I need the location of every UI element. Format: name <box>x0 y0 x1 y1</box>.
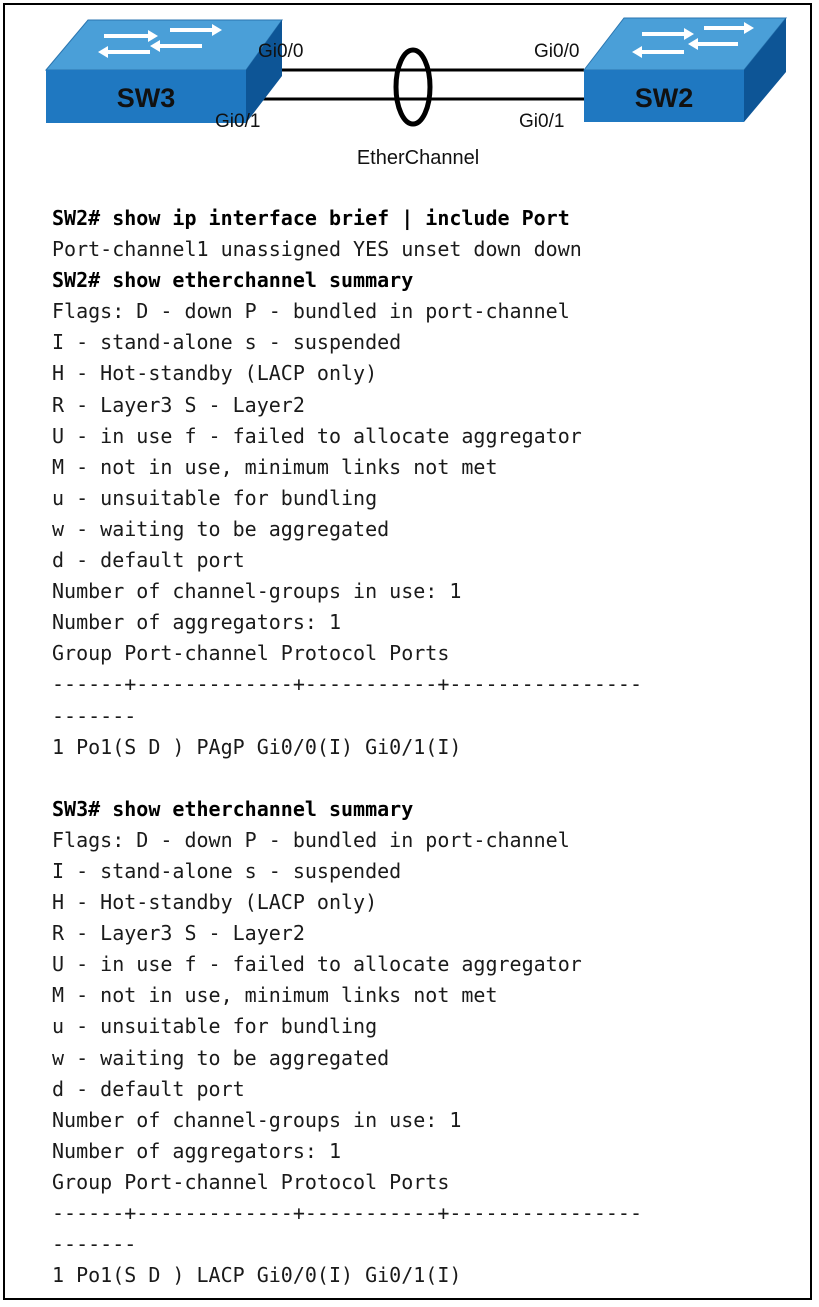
cli-output-line: Number of channel-groups in use: 1 <box>52 579 462 604</box>
cli-output-line: H - Hot-standby (LACP only) <box>52 361 378 386</box>
cli-output-line: M - not in use, minimum links not met <box>52 454 498 479</box>
switch-sw2-label: SW2 <box>634 83 694 113</box>
etherchannel-caption: EtherChannel <box>356 147 480 169</box>
cli-output-line: H - Hot-standby (LACP only) <box>52 890 378 915</box>
cli-output-line: 1 Po1(S D ) PAgP Gi0/0(I) Gi0/1(I) <box>52 734 462 759</box>
cli-output-line: I - stand-alone s - suspended <box>52 330 402 355</box>
cli-output-line: U - in use f - failed to allocate aggregator <box>52 952 582 977</box>
switch-sw2 <box>584 18 786 122</box>
cli-command-line: SW2# show etherchannel summary <box>52 268 414 293</box>
cli-output-line: d - default port <box>52 1076 245 1101</box>
cli-output-line: Number of aggregators: 1 <box>52 1138 341 1163</box>
cli-output-line: u - unsuitable for bundling <box>52 1014 378 1039</box>
cli-spacer <box>52 763 792 794</box>
cli-output-line: M - not in use, minimum links not met <box>52 983 498 1008</box>
cli-output-line: Group Port-channel Protocol Ports <box>52 1169 450 1194</box>
cli-command-line: SW3# show etherchannel summary <box>52 796 414 821</box>
cli-output-line: 1 Po1(S D ) LACP Gi0/0(I) Gi0/1(I) <box>52 1263 462 1288</box>
cli-output-line: d - default port <box>52 548 245 573</box>
cli-output-line: Port-channel1 unassigned YES unset down down <box>52 237 582 262</box>
port-label-sw2-gi0-0: Gi0/0 <box>534 41 580 62</box>
cli-output-line: Flags: D - down P - bundled in port-channel <box>52 299 570 324</box>
port-label-sw2-gi0-1: Gi0/1 <box>519 111 565 132</box>
port-label-sw3-gi0-0: Gi0/0 <box>258 41 304 62</box>
cli-output-line: R - Layer3 S - Layer2 <box>52 921 305 946</box>
cli-output <box>52 203 792 1291</box>
cli-output-line: ------- <box>52 1232 137 1257</box>
cli-output-line: ------+-------------+-----------+---------------- <box>52 672 643 697</box>
cli-output-line: ------+-------------+-----------+---------------- <box>52 1201 643 1225</box>
topology-diagram <box>0 0 819 200</box>
cli-output-line: I - stand-alone s - suspended <box>52 858 402 883</box>
cli-output-line: U - in use f - failed to allocate aggregator <box>52 423 582 448</box>
switch-sw3-label: SW3 <box>116 83 176 113</box>
cli-output-line: ------- <box>52 703 137 728</box>
cli-output-line: Group Port-channel Protocol Ports <box>52 641 450 666</box>
cli-output-line: w - waiting to be aggregated <box>52 1045 390 1070</box>
port-label-sw3-gi0-1: Gi0/1 <box>215 111 261 132</box>
cli-output-line: u - unsuitable for bundling <box>52 485 378 510</box>
cli-command-line: SW2# show ip interface brief | include Port <box>52 206 570 230</box>
cli-output-line: w - waiting to be aggregated <box>52 516 390 541</box>
switch-sw3 <box>46 20 282 123</box>
cli-output-line: R - Layer3 S - Layer2 <box>52 392 305 417</box>
cli-output-line: Number of channel-groups in use: 1 <box>52 1107 462 1132</box>
cli-output-line: Number of aggregators: 1 <box>52 610 341 635</box>
cli-output-line: Flags: D - down P - bundled in port-channel <box>52 827 570 852</box>
etherchannel-bundle-ellipse <box>396 50 430 124</box>
